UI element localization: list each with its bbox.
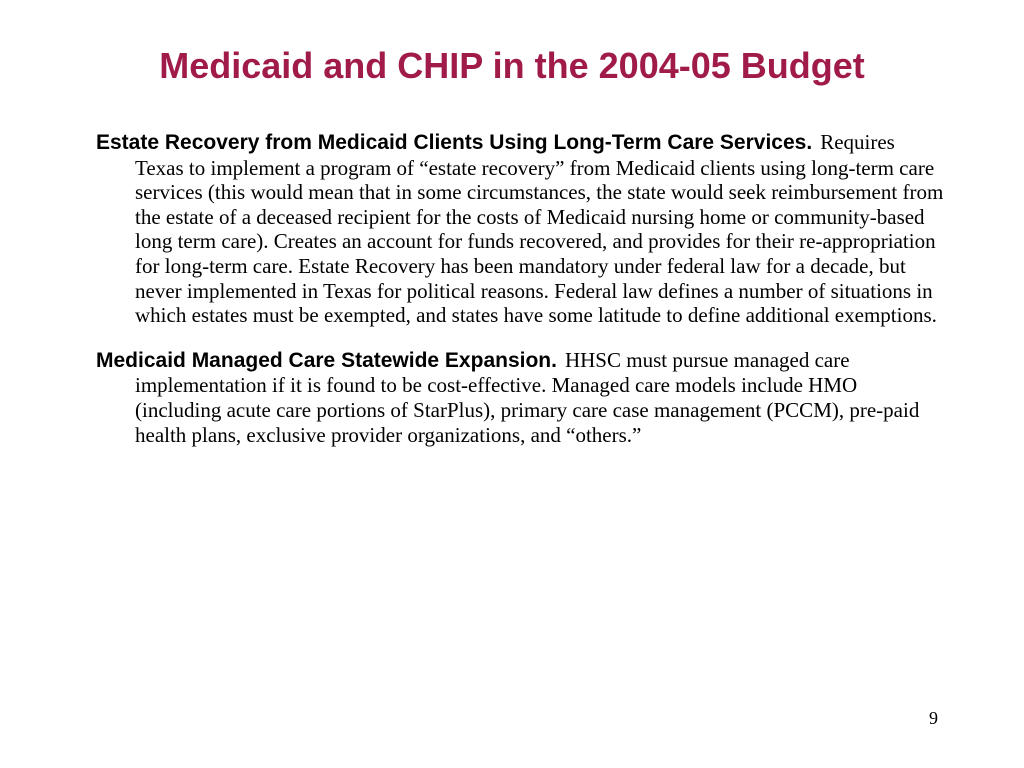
slide-content <box>96 130 948 467</box>
list-item-estate-recovery <box>96 130 948 328</box>
item-body: HHSC must pursue managed care implementation if it is found to be cost-effective. Managed care models include HMO (including acute care portions of StarPlus), primary care case management (PCCM), pre-paid health plans, exclusive provider organizations, and “others.” <box>135 347 920 447</box>
item-heading: Estate Recovery from Medicaid Clients Using Long-Term Care Services. <box>96 131 813 154</box>
page-number: 9 <box>929 708 938 728</box>
slide-title: Medicaid and CHIP in the 2004-05 Budget <box>159 45 865 86</box>
item-body: Requires Texas to implement a program of “estate recovery” from Medicaid clients using long-term care services (this would mean that in some circumstances, the state would seek reimbursement from the estate of a deceased recipient for the costs of Medicaid nursing home or community-based long term care). Creates an account for funds recovered, and provides for their re-appropriation for long-term care. Estate Recovery has been mandatory under federal law for a decade, but never implemented in Texas for political reasons. Federal law defines a number of situations in which estates must be exempted, and states have some latitude to define additional exemptions. <box>135 130 944 328</box>
list-item-managed-care <box>96 348 948 447</box>
item-heading: Medicaid Managed Care Statewide Expansion. <box>96 348 557 372</box>
